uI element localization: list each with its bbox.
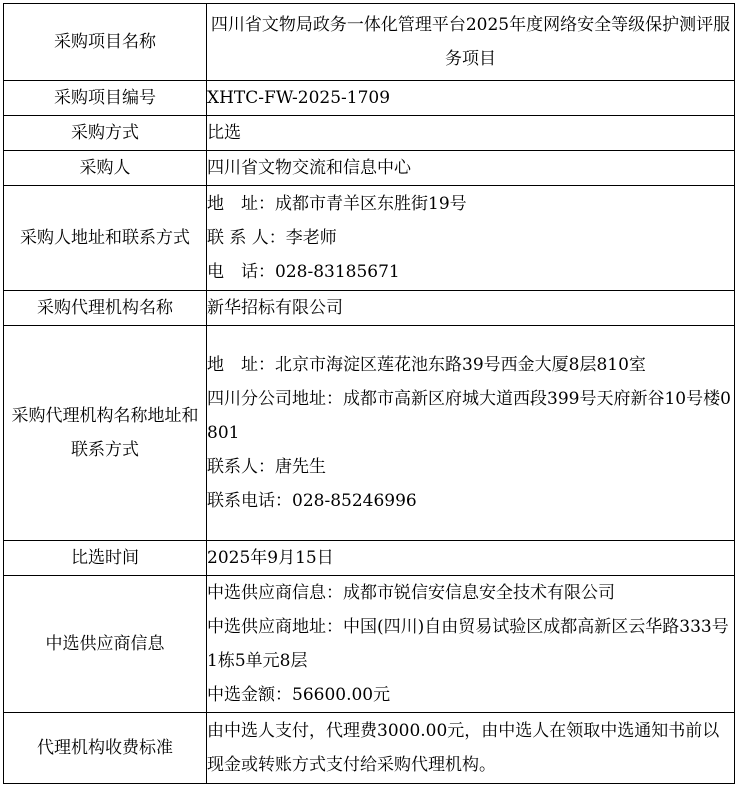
buyer-address-line: 地 址：成都市青羊区东胜街19号 — [207, 194, 467, 214]
buyer-contact-label: 采购人地址和联系方式 — [4, 186, 207, 291]
agency-label: 采购代理机构名称 — [4, 291, 207, 326]
table-row — [4, 576, 735, 713]
table-row — [4, 291, 735, 326]
selection-time-label: 比选时间 — [4, 541, 207, 576]
buyer-label: 采购人 — [4, 151, 207, 186]
agency-value: 新华招标有限公司 — [207, 291, 735, 326]
selection-time-value: 2025年9月15日 — [207, 541, 735, 576]
supplier-address-line: 中选供应商地址：中国(四川)自由贸易试验区成都高新区云华路333号1栋5单元8层 — [207, 617, 729, 671]
agency-contact-label: 采购代理机构名称地址和联系方式 — [4, 326, 207, 541]
buyer-value: 四川省文物交流和信息中心 — [207, 151, 735, 186]
table-row — [4, 326, 735, 541]
supplier-name-line: 中选供应商信息：成都市锐信安信息安全技术有限公司 — [207, 583, 615, 603]
agency-address-line: 地 址：北京市海淀区莲花池东路39号西金大厦8层810室 — [207, 355, 646, 375]
agency-contact-person-line: 联系人：唐先生 — [207, 457, 326, 477]
project-code-label: 采购项目编号 — [4, 81, 207, 116]
project-name-value: 四川省文物局政务一体化管理平台2025年度网络安全等级保护测评服务项目 — [207, 4, 735, 81]
fee-label: 代理机构收费标准 — [4, 713, 207, 784]
table-row — [4, 81, 735, 116]
procurement-method-label: 采购方式 — [4, 116, 207, 151]
table-row — [4, 151, 735, 186]
agency-contact-value — [207, 326, 735, 541]
procurement-method-value: 比选 — [207, 116, 735, 151]
procurement-info-table — [3, 3, 735, 784]
project-code-value: XHTC-FW-2025-1709 — [207, 81, 735, 116]
agency-phone-line: 联系电话：028-85246996 — [207, 491, 417, 511]
table-row — [4, 541, 735, 576]
buyer-phone-line: 电 话：028-83185671 — [207, 262, 400, 282]
buyer-contact-person-line: 联 系 人：李老师 — [207, 228, 337, 248]
fee-value: 由中选人支付，代理费3000.00元，由中选人在领取中选通知书前以现金或转账方式支付给采购代理机构。 — [207, 713, 735, 784]
table-row — [4, 713, 735, 784]
supplier-label: 中选供应商信息 — [4, 576, 207, 713]
buyer-contact-value — [207, 186, 735, 291]
table-row — [4, 116, 735, 151]
table-row — [4, 4, 735, 81]
supplier-amount-line: 中选金额：56600.00元 — [207, 685, 391, 705]
supplier-value — [207, 576, 735, 713]
table-row — [4, 186, 735, 291]
project-name-label: 采购项目名称 — [4, 4, 207, 81]
agency-branch-address-line: 四川分公司地址：成都市高新区府城大道西段399号天府新谷10号楼0801 — [207, 389, 731, 443]
